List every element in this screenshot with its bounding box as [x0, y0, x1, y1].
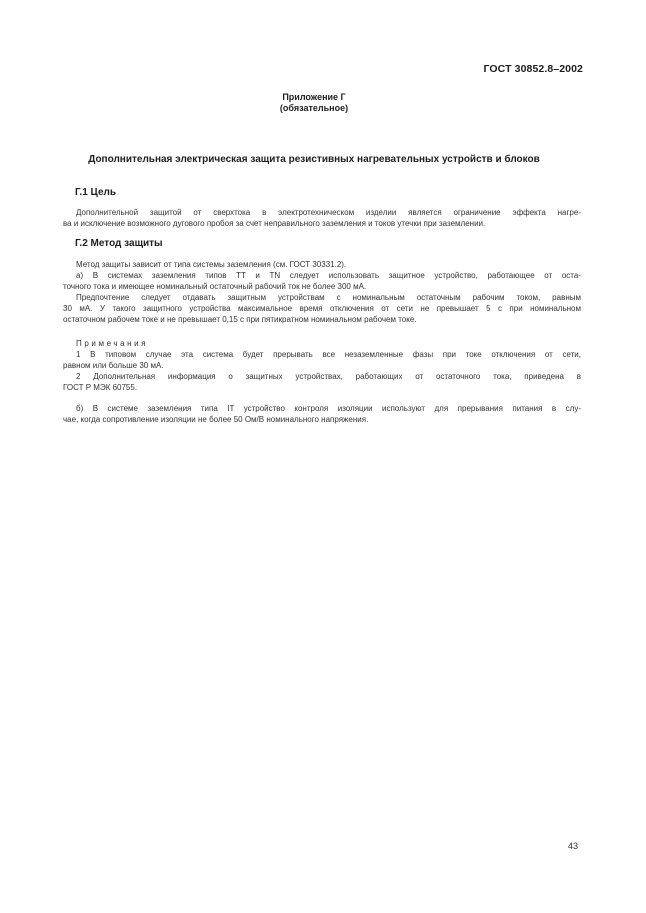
note-line: равном или больше 30 мА.: [63, 361, 164, 370]
page-number: 43: [568, 841, 579, 851]
note-line: ГОСТ Р МЭК 60755.: [63, 383, 138, 392]
paragraph-line: Дополнительной защитой от сверхтока в электротехническом изделии является ограничение эффекта нагре-: [76, 208, 581, 217]
main-title: Дополнительная электрическая защита резистивных нагревательных устройств и блоков: [88, 154, 540, 165]
notes-block: [63, 338, 581, 393]
appendix-status: (обязательное): [279, 103, 349, 113]
appendix-title: Приложение Г: [282, 92, 346, 102]
paragraph-line: б) В системе заземления типа IT устройство контроля изоляции используют для прерывания питания в слу-: [76, 404, 581, 413]
paragraph-line: Метод защиты зависит от типа системы заземления (см. ГОСТ 30331.2).: [76, 260, 347, 269]
appendix-header: [0, 92, 628, 114]
note-line: 1 В типовом случае эта система будет прерывать все незаземленные фазы при токе отключения от сети,: [76, 350, 581, 359]
section-heading-method: Г.2 Метод защиты: [75, 238, 163, 249]
paragraph-line: 30 мА. У такого защитного устройства максимальное время отключения от сети не превышает 5 с при номинальном: [63, 304, 581, 313]
document-code: ГОСТ 30852.8–2002: [483, 63, 583, 75]
section-heading-purpose: Г.1 Цель: [75, 187, 117, 198]
paragraph-line: а) В системах заземления типов TT и TN следует использовать защитное устройство, работающее от оста-: [76, 271, 581, 280]
paragraph-line: точного тока и имеющее номинальный остаточный рабочий ток не более 300 мА.: [63, 282, 367, 291]
notes-label: Примечания: [76, 339, 149, 348]
section-method-continuation: [63, 403, 581, 425]
paragraph-line: чае, когда сопротивление изоляции не более 50 Ом/В номинального напряжения.: [63, 415, 369, 424]
paragraph-line: остаточном рабочем токе и не превышает 0,15 с при пятикратном номинальном рабочем токе.: [63, 315, 417, 324]
section-method-body: [63, 259, 581, 325]
note-line: 2 Дополнительная информация о защитных устройствах, работающих от остаточного тока, приведена в: [76, 372, 581, 381]
paragraph-line: Предпочтение следует отдавать защитным устройствам с номинальным остаточным рабочим током, равным: [76, 293, 581, 302]
paragraph-line: ва и исключение возможного дугового пробоя за счет неправильного заземления и токов утечки при заземлении.: [63, 219, 486, 228]
section-purpose-body: [63, 207, 581, 229]
